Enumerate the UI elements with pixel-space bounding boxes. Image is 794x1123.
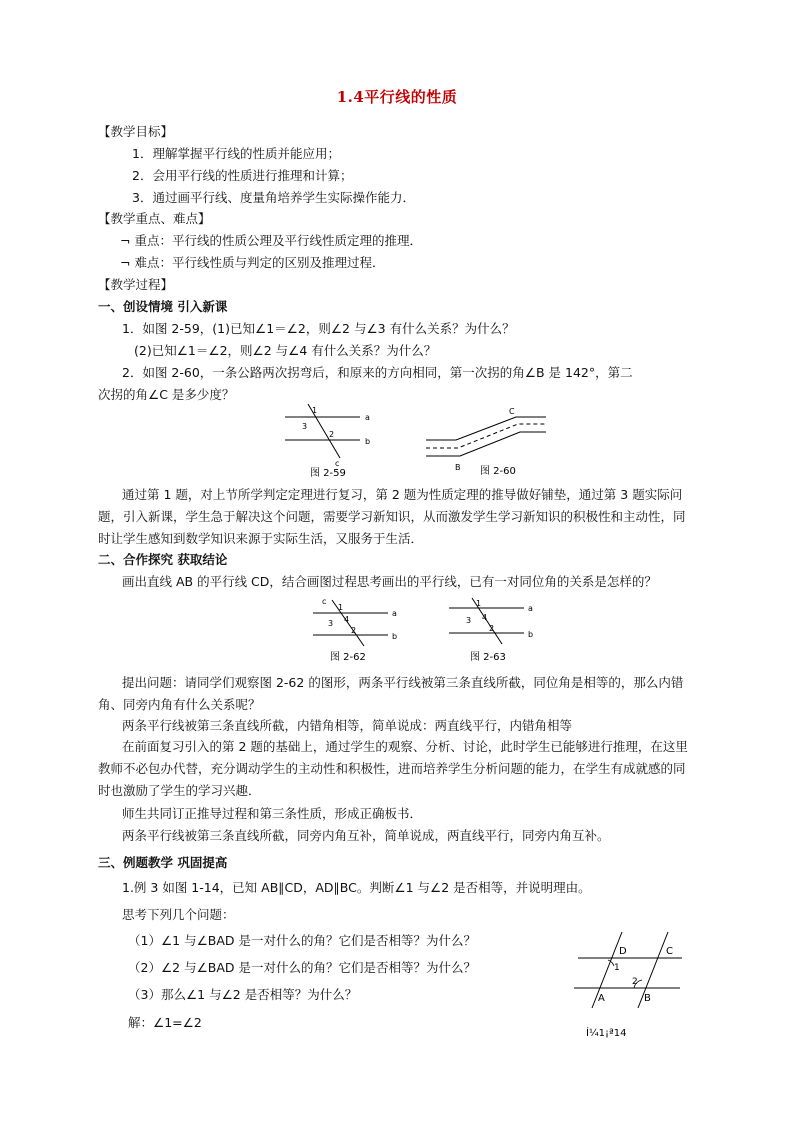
- text-line: 两条平行线被第三条直线所截，同旁内角互补，简单说成，两直线平行，同旁内角互补。: [122, 828, 610, 843]
- part2-heading: 二、合作探究 获取结论: [98, 552, 228, 567]
- figure-2-59: [280, 402, 380, 480]
- road-edge: [426, 432, 546, 456]
- figure-2-63: [444, 594, 544, 666]
- text-line: 思考下列几个问题：: [122, 907, 235, 922]
- key-point: ¬ 重点：平行线的性质公理及平行线性质定理的推理．: [120, 233, 422, 248]
- fig59-label: 3: [302, 422, 308, 431]
- vertex-label: B: [644, 993, 651, 1004]
- think-question: （2）∠2 与∠BAD 是一对什么的角？它们是否相等？为什么？: [128, 960, 477, 975]
- goal-item: 1．理解掌握平行线的性质并能应用；: [132, 146, 340, 161]
- fig59-label: c: [335, 459, 340, 468]
- figure-2-62: [308, 594, 408, 666]
- fig62-label: c: [322, 597, 327, 606]
- fig62-label: a: [392, 609, 397, 618]
- goals-heading: 【教学目标】: [98, 124, 174, 139]
- figure-2-60: [422, 404, 552, 480]
- line-bc: [638, 932, 668, 1008]
- vertex-label: C: [666, 946, 673, 957]
- fig62-label: 3: [328, 619, 334, 628]
- text-line: 画出直线 AB 的平行线 CD，结合画图过程思考画出的平行线，已有一对同位角的关系是怎样的？: [122, 574, 657, 589]
- fig62-label: 1: [338, 603, 344, 612]
- paragraph: 在前面复习引入的第 2 题的基础上，通过学生的观察、分析、讨论，此时学生已能够进行推理，在这里教师不必包办代替，充分调动学生的主动性和积极性，进而培养学生分析问题的能力，在学生有成就感的同时也激励了学生的学习兴趣．: [98, 739, 688, 798]
- question-line: 2．如图 2-60，一条公路两次拐弯后，和原来的方向相同，第一次拐的角∠B 是 142°，第二: [122, 365, 633, 380]
- page-title: 1.4平行线的性质: [336, 88, 458, 106]
- solution-line: 解：∠1=∠2: [128, 1015, 202, 1030]
- think-question: （1）∠1 与∠BAD 是一对什么的角？它们是否相等？为什么？: [128, 933, 477, 948]
- fig63-label: 2: [489, 624, 495, 633]
- fig60-label: B: [455, 463, 461, 472]
- fig59-label: 2: [329, 430, 335, 439]
- process-heading: 【教学过程】: [98, 277, 174, 292]
- key-heading: 【教学重点、难点】: [98, 211, 211, 226]
- fig59-label: b: [365, 437, 371, 446]
- road-centerline: [426, 424, 546, 448]
- goal-item: 3．通过画平行线、度量角培养学生实际操作能力．: [132, 190, 415, 205]
- fig59-label: a: [365, 413, 370, 422]
- question-line: (2)已知∠1＝∠2，则∠2 与∠4 有什么关系？为什么？: [134, 343, 437, 358]
- question-line: 1．如图 2-59，(1)已知∠1＝∠2，则∠2 与∠3 有什么关系？为什么？: [122, 321, 515, 336]
- fig60-label: C: [509, 407, 515, 416]
- fig59-label: 1: [312, 406, 318, 415]
- fig62-label: 2: [351, 626, 357, 635]
- vertex-label: A: [598, 993, 605, 1004]
- key-point: ¬ 难点：平行线性质与判定的区别及推理过程．: [120, 255, 385, 270]
- paragraph: 提出问题：请同学们观察图 2-62 的图形，两条平行线被第三条直线所截，同位角是相等的，那么内错角、同旁内角有什么关系呢？: [98, 675, 684, 712]
- fig63-label: 1: [476, 599, 482, 608]
- text-line: 两条平行线被第三条直线所截，内错角相等，简单说成：两直线平行，内错角相等: [122, 718, 573, 733]
- example-line: 1.例 3 如图 1-14，已知 AB∥CD，AD∥BC。判断∠1 与∠2 是否相等，并说明理由。: [122, 880, 591, 895]
- fig63-label: a: [528, 604, 533, 613]
- figure-1-14: [570, 930, 690, 1042]
- part1-heading: 一、创设情境 引入新课: [98, 299, 228, 314]
- text-line: 师生共同订正推导过程和第三条性质，形成正确板书．: [122, 806, 423, 821]
- paragraph: 通过第 1 题，对上节所学判定定理进行复习，第 2 题为性质定理的推导做好铺垫，通过第 3 题实际问题，引入新课，学生急于解决这个问题，需要学习新知识，从而激发学生学习新知识的积极性和主动性，同时让学生感知到数学知识来源于实际生活，又服务于生活．: [98, 487, 686, 546]
- angle-label: 2: [632, 977, 638, 987]
- figure-caption: Í¼1¡ª14: [586, 1028, 627, 1039]
- figure-caption: 图 2-59: [310, 468, 346, 479]
- goal-item: 2．会用平行线的性质进行推理和计算；: [132, 168, 353, 183]
- fig62-label: b: [392, 632, 398, 641]
- fig62-label: 4: [344, 615, 350, 624]
- angle-label: 1: [614, 963, 620, 973]
- figure-caption: 图 2-63: [470, 652, 506, 663]
- figure-caption: 图 2-62: [330, 652, 366, 663]
- fig63-label: 4: [482, 613, 488, 622]
- part3-heading: 三、例题教学 巩固提高: [98, 855, 228, 870]
- question-line: 次拐的角∠C 是多少度？: [98, 387, 235, 402]
- fig63-label: 3: [466, 616, 472, 625]
- fig63-label: b: [528, 630, 534, 639]
- figure-caption: 图 2-60: [480, 466, 516, 477]
- road-edge: [426, 417, 546, 440]
- think-question: （3）那么∠1 与∠2 是否相等？为什么？: [128, 987, 358, 1002]
- vertex-label: D: [619, 946, 627, 957]
